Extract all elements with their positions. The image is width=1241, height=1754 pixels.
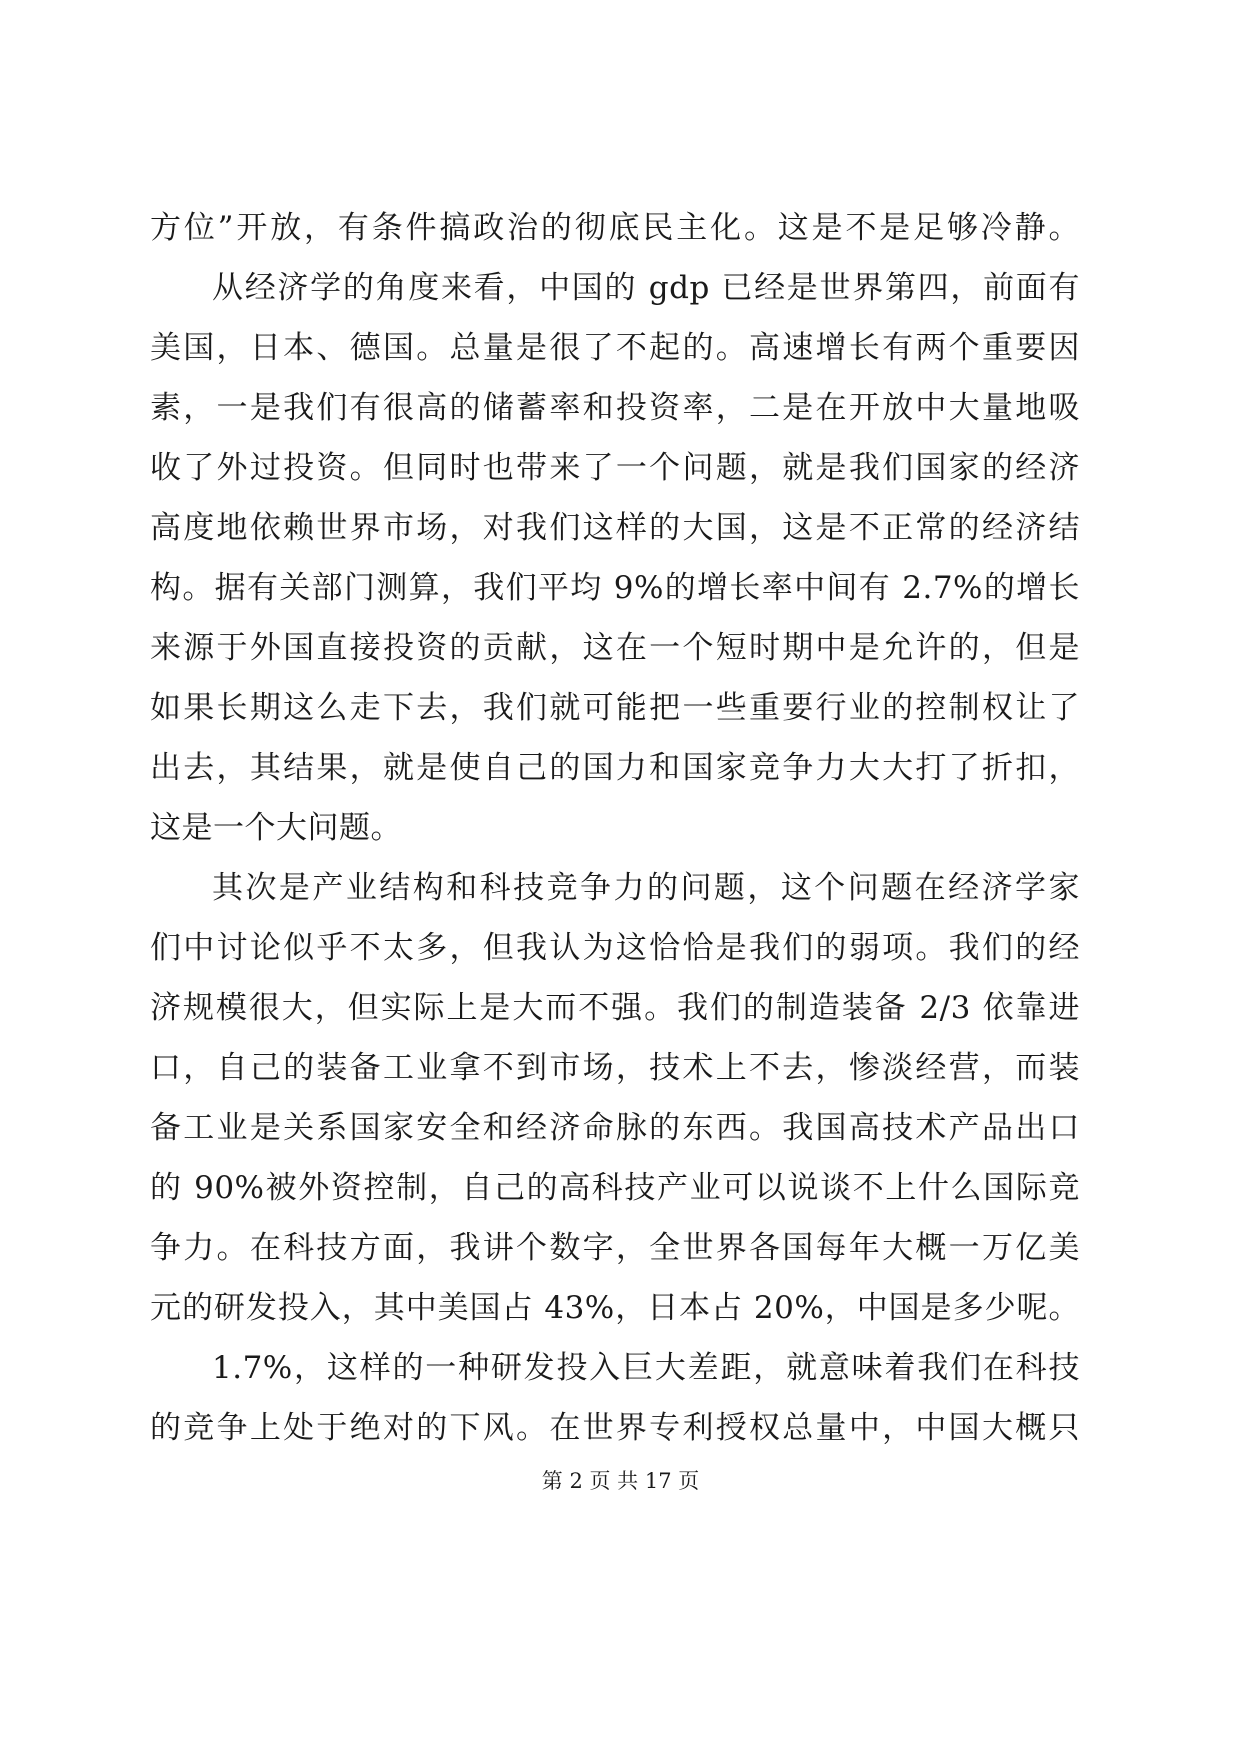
text-line: 济规模很大，但实际上是大而不强。我们的制造装备 2/3 依靠进: [150, 990, 1080, 1026]
text-line: 构。据有关部门测算，我们平均 9%的增长率中间有 2.7%的增长: [150, 570, 1080, 606]
text-line: 的竞争上处于绝对的下风。在世界专利授权总量中，中国大概只: [150, 1410, 1080, 1446]
text-line: 如果长期这么走下去，我们就可能把一些重要行业的控制权让了: [150, 690, 1080, 726]
text-line: 争力。在科技方面，我讲个数字，全世界各国每年大概一万亿美: [150, 1230, 1080, 1266]
text-line: 口，自己的装备工业拿不到市场，技术上不去，惨淡经营，而装: [150, 1050, 1080, 1086]
text-line: 其次是产业结构和科技竞争力的问题，这个问题在经济学家: [212, 870, 1080, 906]
text-line: 高度地依赖世界市场，对我们这样的大国，这是不正常的经济结: [150, 510, 1080, 546]
text-line: 素，一是我们有很高的储蓄率和投资率，二是在开放中大量地吸: [150, 390, 1080, 426]
text-line: 1.7%，这样的一种研发投入巨大差距，就意味着我们在科技: [212, 1350, 1080, 1386]
text-line: 的 90%被外资控制，自己的高科技产业可以说谈不上什么国际竞: [150, 1170, 1080, 1206]
text-line: 出去，其结果，就是使自己的国力和国家竞争力大大打了折扣，: [150, 750, 1080, 786]
text-line: 美国，日本、德国。总量是很了不起的。高速增长有两个重要因: [150, 330, 1080, 366]
text-line: 收了外过投资。但同时也带来了一个问题，就是我们国家的经济: [150, 450, 1080, 486]
text-line: 方位”开放，有条件搞政治的彻底民主化。这是不是足够冷静。: [150, 210, 1080, 246]
document-body: [150, 198, 1080, 1458]
text-line: 从经济学的角度来看，中国的 gdp 已经是世界第四，前面有: [212, 270, 1080, 306]
text-line: 来源于外国直接投资的贡献，这在一个短时期中是允许的，但是: [150, 630, 1080, 666]
text-line: 元的研发投入，其中美国占 43%，日本占 20%，中国是多少呢。: [150, 1290, 1080, 1326]
text-line: 这是一个大问题。: [150, 810, 402, 846]
text-line: 们中讨论似乎不太多，但我认为这恰恰是我们的弱项。我们的经: [150, 930, 1080, 966]
text-line: 备工业是关系国家安全和经济命脉的东西。我国高技术产品出口: [150, 1110, 1080, 1146]
page-footer: 第 2 页 共 17 页: [541, 1469, 700, 1493]
